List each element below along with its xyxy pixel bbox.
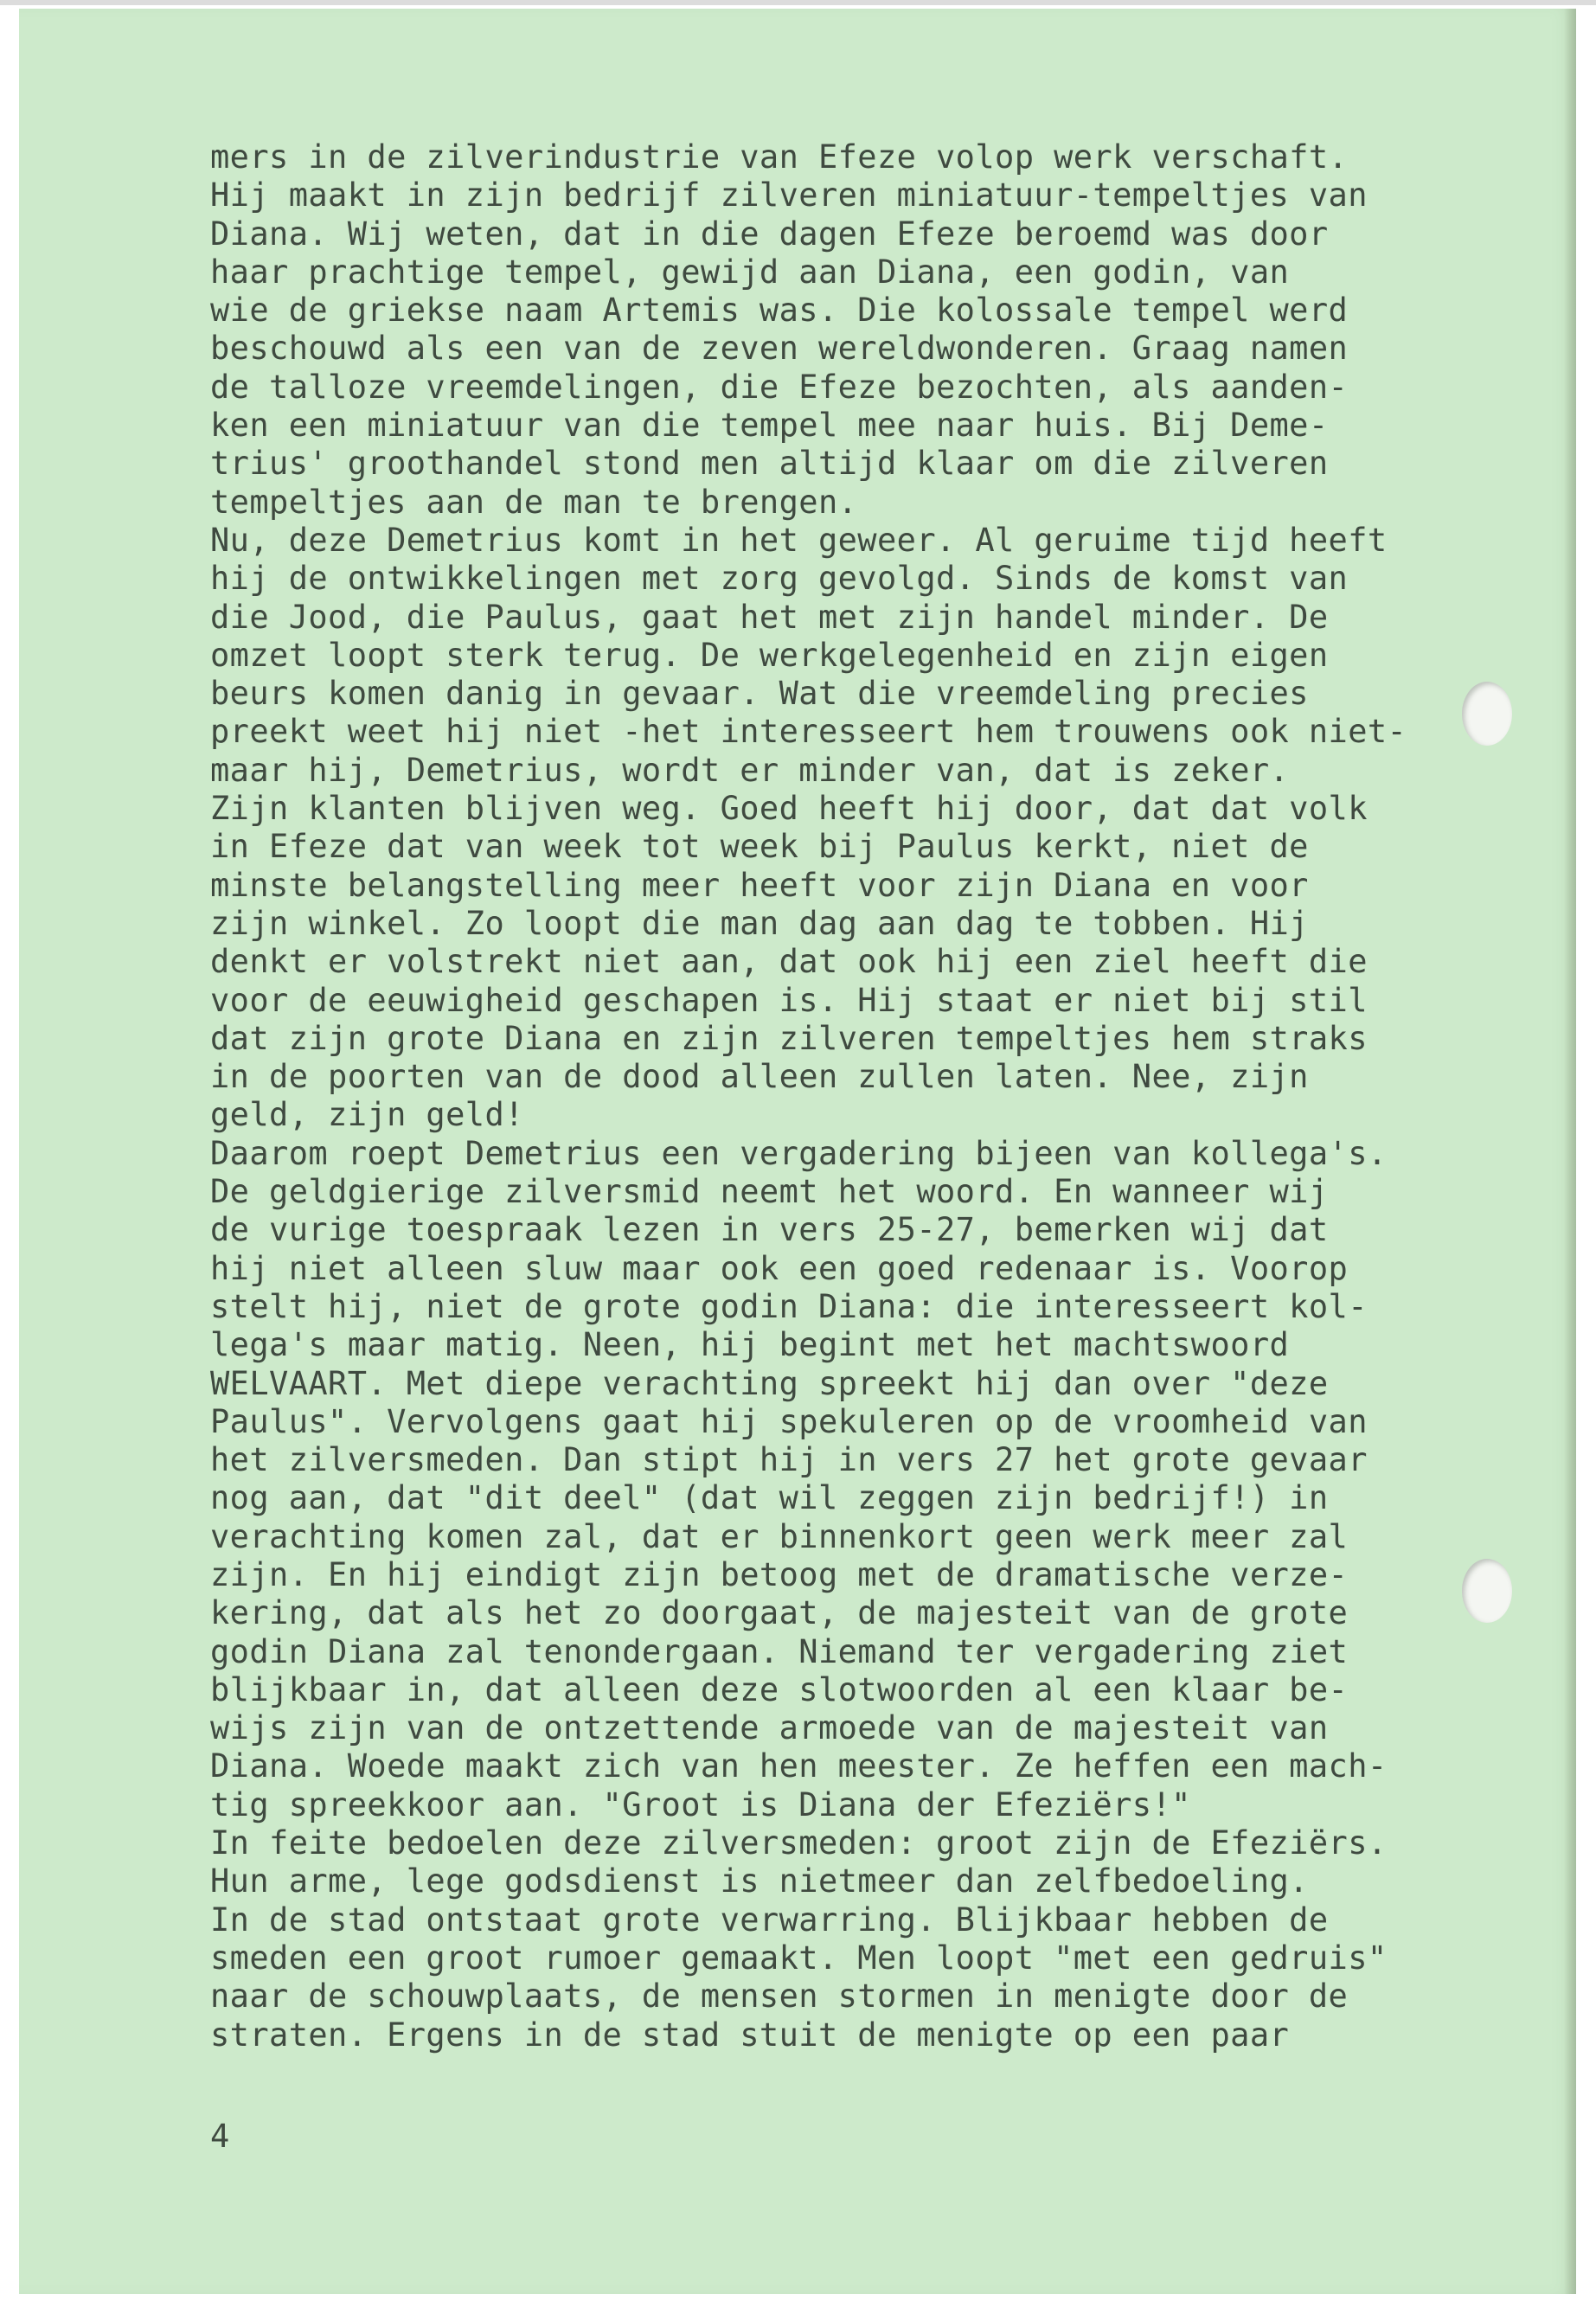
text-line: zijn. En hij eindigt zijn betoog met de dramatische verze- [210, 1555, 1349, 1593]
text-line: in Efeze dat van week tot week bij Paulus kerkt, niet de [210, 828, 1309, 866]
text-line: naar de schouwplaats, de mensen stormen in menigte door de [210, 1977, 1349, 2016]
text-line: die Jood, die Paulus, gaat het met zijn handel minder. De [210, 598, 1329, 636]
text-line: ken een miniatuur van die tempel mee naar huis. Bij Deme- [210, 407, 1329, 445]
text-line: dat zijn grote Diana en zijn zilveren tempeltjes hem straks [210, 1019, 1368, 1057]
text-line: Zijn klanten blijven weg. Goed heeft hij door, dat dat volk [210, 790, 1368, 828]
body-text [210, 138, 1456, 2054]
text-line: De geldgierige zilversmid neemt het woord. En wanneer wij [210, 1173, 1329, 1211]
page-number: 4 [210, 2118, 230, 2155]
text-line: verachting komen zal, dat er binnenkort geen werk meer zal [210, 1517, 1349, 1555]
text-line: trius' groothandel stond men altijd klaar om die zilveren [210, 445, 1329, 483]
text-line: voor de eeuwigheid geschapen is. Hij staat er niet bij stil [210, 981, 1368, 1019]
text-line: geld, zijn geld! [210, 1096, 524, 1134]
text-line: wijs zijn van de ontzettende armoede van de majesteit van [210, 1709, 1329, 1747]
text-line: WELVAART. Met diepe verachting spreekt hij dan over "deze [210, 1364, 1329, 1402]
text-line: het zilversmeden. Dan stipt hij in vers 27 het grote gevaar [210, 1441, 1368, 1479]
text-line: wie de griekse naam Artemis was. Die kolossale tempel werd [210, 292, 1349, 330]
text-line: haar prachtige tempel, gewijd aan Diana, een godin, van [210, 253, 1290, 291]
scan-top-edge [0, 0, 1596, 5]
text-line: de talloze vreemdelingen, die Efeze bezochten, als aanden- [210, 368, 1349, 406]
text-line: de vurige toespraak lezen in vers 25-27, bemerken wij dat [210, 1211, 1329, 1249]
text-line: blijkbaar in, dat alleen deze slotwoorden al een klaar be- [210, 1670, 1349, 1708]
text-line: Daarom roept Demetrius een vergadering bijeen van kollega's. [210, 1134, 1388, 1172]
text-line: Paulus". Vervolgens gaat hij spekuleren op de vroomheid van [210, 1402, 1368, 1440]
text-line: beurs komen danig in gevaar. Wat die vreemdeling precies [210, 675, 1309, 713]
punch-hole-bottom [1462, 1559, 1512, 1623]
text-line: Hij maakt in zijn bedrijf zilveren miniatuur-tempeltjes van [210, 176, 1368, 215]
text-line: hij niet alleen sluw maar ook een goed redenaar is. Voorop [210, 1249, 1349, 1287]
text-line: mers in de zilverindustrie van Efeze volop werk verschaft. [210, 138, 1349, 176]
text-line: in de poorten van de dood alleen zullen laten. Nee, zijn [210, 1058, 1309, 1096]
punch-hole-top [1462, 682, 1512, 746]
text-line: godin Diana zal tenondergaan. Niemand ter vergadering ziet [210, 1632, 1349, 1670]
text-line: tig spreekkoor aan. "Groot is Diana der Efeziërs!" [210, 1785, 1191, 1823]
text-line: Diana. Woede maakt zich van hen meester. Ze heffen een mach- [210, 1747, 1388, 1785]
text-line: Diana. Wij weten, dat in die dagen Efeze beroemd was door [210, 215, 1329, 253]
text-line: lega's maar matig. Neen, hij begint met het machtswoord [210, 1326, 1290, 1364]
text-line: minste belangstelling meer heeft voor zijn Diana en voor [210, 866, 1309, 904]
text-line: smeden een groot rumoer gemaakt. Men loopt "met een gedruis" [210, 1939, 1388, 1977]
paper-edge-shadow [1564, 9, 1576, 2294]
text-line: Hun arme, lege godsdienst is nietmeer dan zelfbedoeling. [210, 1862, 1309, 1900]
text-line: tempeltjes aan de man te brengen. [210, 483, 858, 521]
text-line: omzet loopt sterk terug. De werkgelegenheid en zijn eigen [210, 636, 1329, 674]
text-line: nog aan, dat "dit deel" (dat wil zeggen zijn bedrijf!) in [210, 1479, 1329, 1517]
text-line: stelt hij, niet de grote godin Diana: die interesseert kol- [210, 1287, 1368, 1325]
text-line: hij de ontwikkelingen met zorg gevolgd. Sinds de komst van [210, 560, 1349, 598]
text-line: denkt er volstrekt niet aan, dat ook hij een ziel heeft die [210, 943, 1368, 981]
text-line: straten. Ergens in de stad stuit de menigte op een paar [210, 2016, 1290, 2054]
text-line: preekt weet hij niet -het interesseert hem trouwens ook niet- [210, 713, 1407, 751]
text-line: maar hij, Demetrius, wordt er minder van, dat is zeker. [210, 751, 1290, 789]
text-line: beschouwd als een van de zeven wereldwonderen. Graag namen [210, 330, 1349, 368]
text-line: kering, dat als het zo doorgaat, de majesteit van de grote [210, 1594, 1349, 1632]
text-line: In de stad ontstaat grote verwarring. Blijkbaar hebben de [210, 1900, 1329, 1939]
text-line: In feite bedoelen deze zilversmeden: groot zijn de Efeziërs. [210, 1824, 1388, 1862]
text-line: Nu, deze Demetrius komt in het geweer. Al geruime tijd heeft [210, 521, 1388, 559]
text-line: zijn winkel. Zo loopt die man dag aan dag te tobben. Hij [210, 904, 1309, 942]
